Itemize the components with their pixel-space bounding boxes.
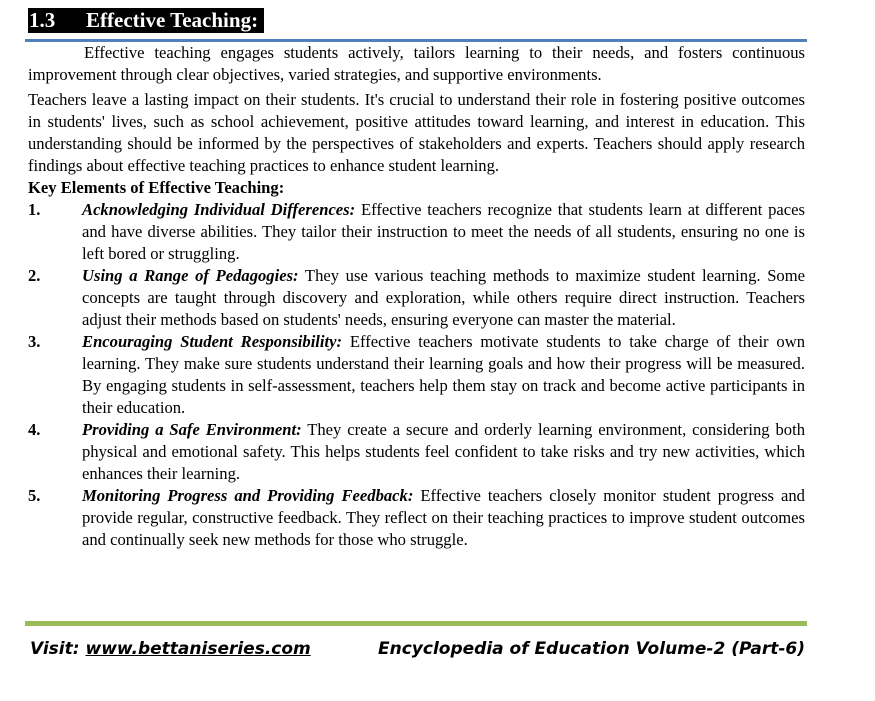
- item-title: Using a Range of Pedagogies:: [82, 266, 299, 285]
- list-item: [28, 419, 805, 485]
- list-item: [28, 199, 805, 265]
- section-heading: [28, 8, 264, 33]
- item-number: 2.: [28, 266, 41, 285]
- list-item: [28, 331, 805, 419]
- item-title: Acknowledging Individual Differences:: [82, 200, 356, 219]
- key-elements-list: [28, 199, 805, 551]
- item-body: [82, 265, 805, 331]
- item-text: Effective teachers recognize that students learn at different paces and have diverse abilities. They tailor their instruction to meet the needs of all students, ensuring no one is left bored or struggling.: [82, 200, 805, 263]
- website-link[interactable]: www.bettaniseries.com: [85, 639, 311, 659]
- list-item: [28, 485, 805, 551]
- item-title: Providing a Safe Environment:: [82, 420, 302, 439]
- item-body: [82, 199, 805, 265]
- list-item: [28, 265, 805, 331]
- item-number: 5.: [28, 486, 41, 505]
- body-paragraph: Teachers leave a lasting impact on their students. It's crucial to understand their role in fostering positive outcomes in students' lives, such as school achievement, positive attitudes toward learning, and interest in education. This understanding should be informed by the perspectives of stakeholders and experts. Teachers should apply research findings about effective teaching practices to enhance student learning.: [28, 90, 805, 175]
- footer-book-title: Encyclopedia of Education Volume-2 (Part-6): [378, 639, 805, 659]
- footer-visit: [30, 637, 311, 661]
- item-body: [82, 419, 805, 485]
- visit-label: Visit:: [30, 639, 86, 659]
- item-number: 4.: [28, 420, 41, 439]
- item-body: [82, 331, 805, 419]
- item-text: Effective teachers motivate students to take charge of their own learning. They make sure students understand their learning goals and how their progress will be measured. By engaging students in self-assessment, teachers help them stay on track and become active participants in their education.: [82, 332, 805, 417]
- footer-divider: [25, 621, 807, 626]
- section-title: Effective Teaching:: [86, 8, 259, 32]
- item-text: They create a secure and orderly learning environment, considering both physical and emotional safety. This helps students feel confident to take risks and try new activities, which enhances their learning.: [82, 420, 805, 483]
- item-text: Effective teachers closely monitor student progress and provide regular, constructive feedback. They reflect on their teaching practices to improve student outcomes and continually seek new methods for those who struggle.: [82, 486, 805, 549]
- item-number: 1.: [28, 200, 41, 219]
- item-number: 3.: [28, 332, 41, 351]
- item-body: [82, 485, 805, 551]
- intro-paragraph: Effective teaching engages students actively, tailors learning to their needs, and fosters continuous improvement through clear objectives, varied strategies, and supportive environments.: [28, 43, 805, 84]
- page-content: [28, 42, 805, 551]
- item-text: They use various teaching methods to maximize student learning. Some concepts are taught through discovery and exploration, while others require direct instruction. Teachers adjust their methods based on students' needs, ensuring everyone can master the material.: [82, 266, 805, 329]
- key-elements-title: Key Elements of Effective Teaching:: [28, 178, 285, 197]
- item-title: Monitoring Progress and Providing Feedback:: [82, 486, 414, 505]
- section-number: 1.3: [29, 8, 56, 32]
- item-title: Encouraging Student Responsibility:: [82, 332, 343, 351]
